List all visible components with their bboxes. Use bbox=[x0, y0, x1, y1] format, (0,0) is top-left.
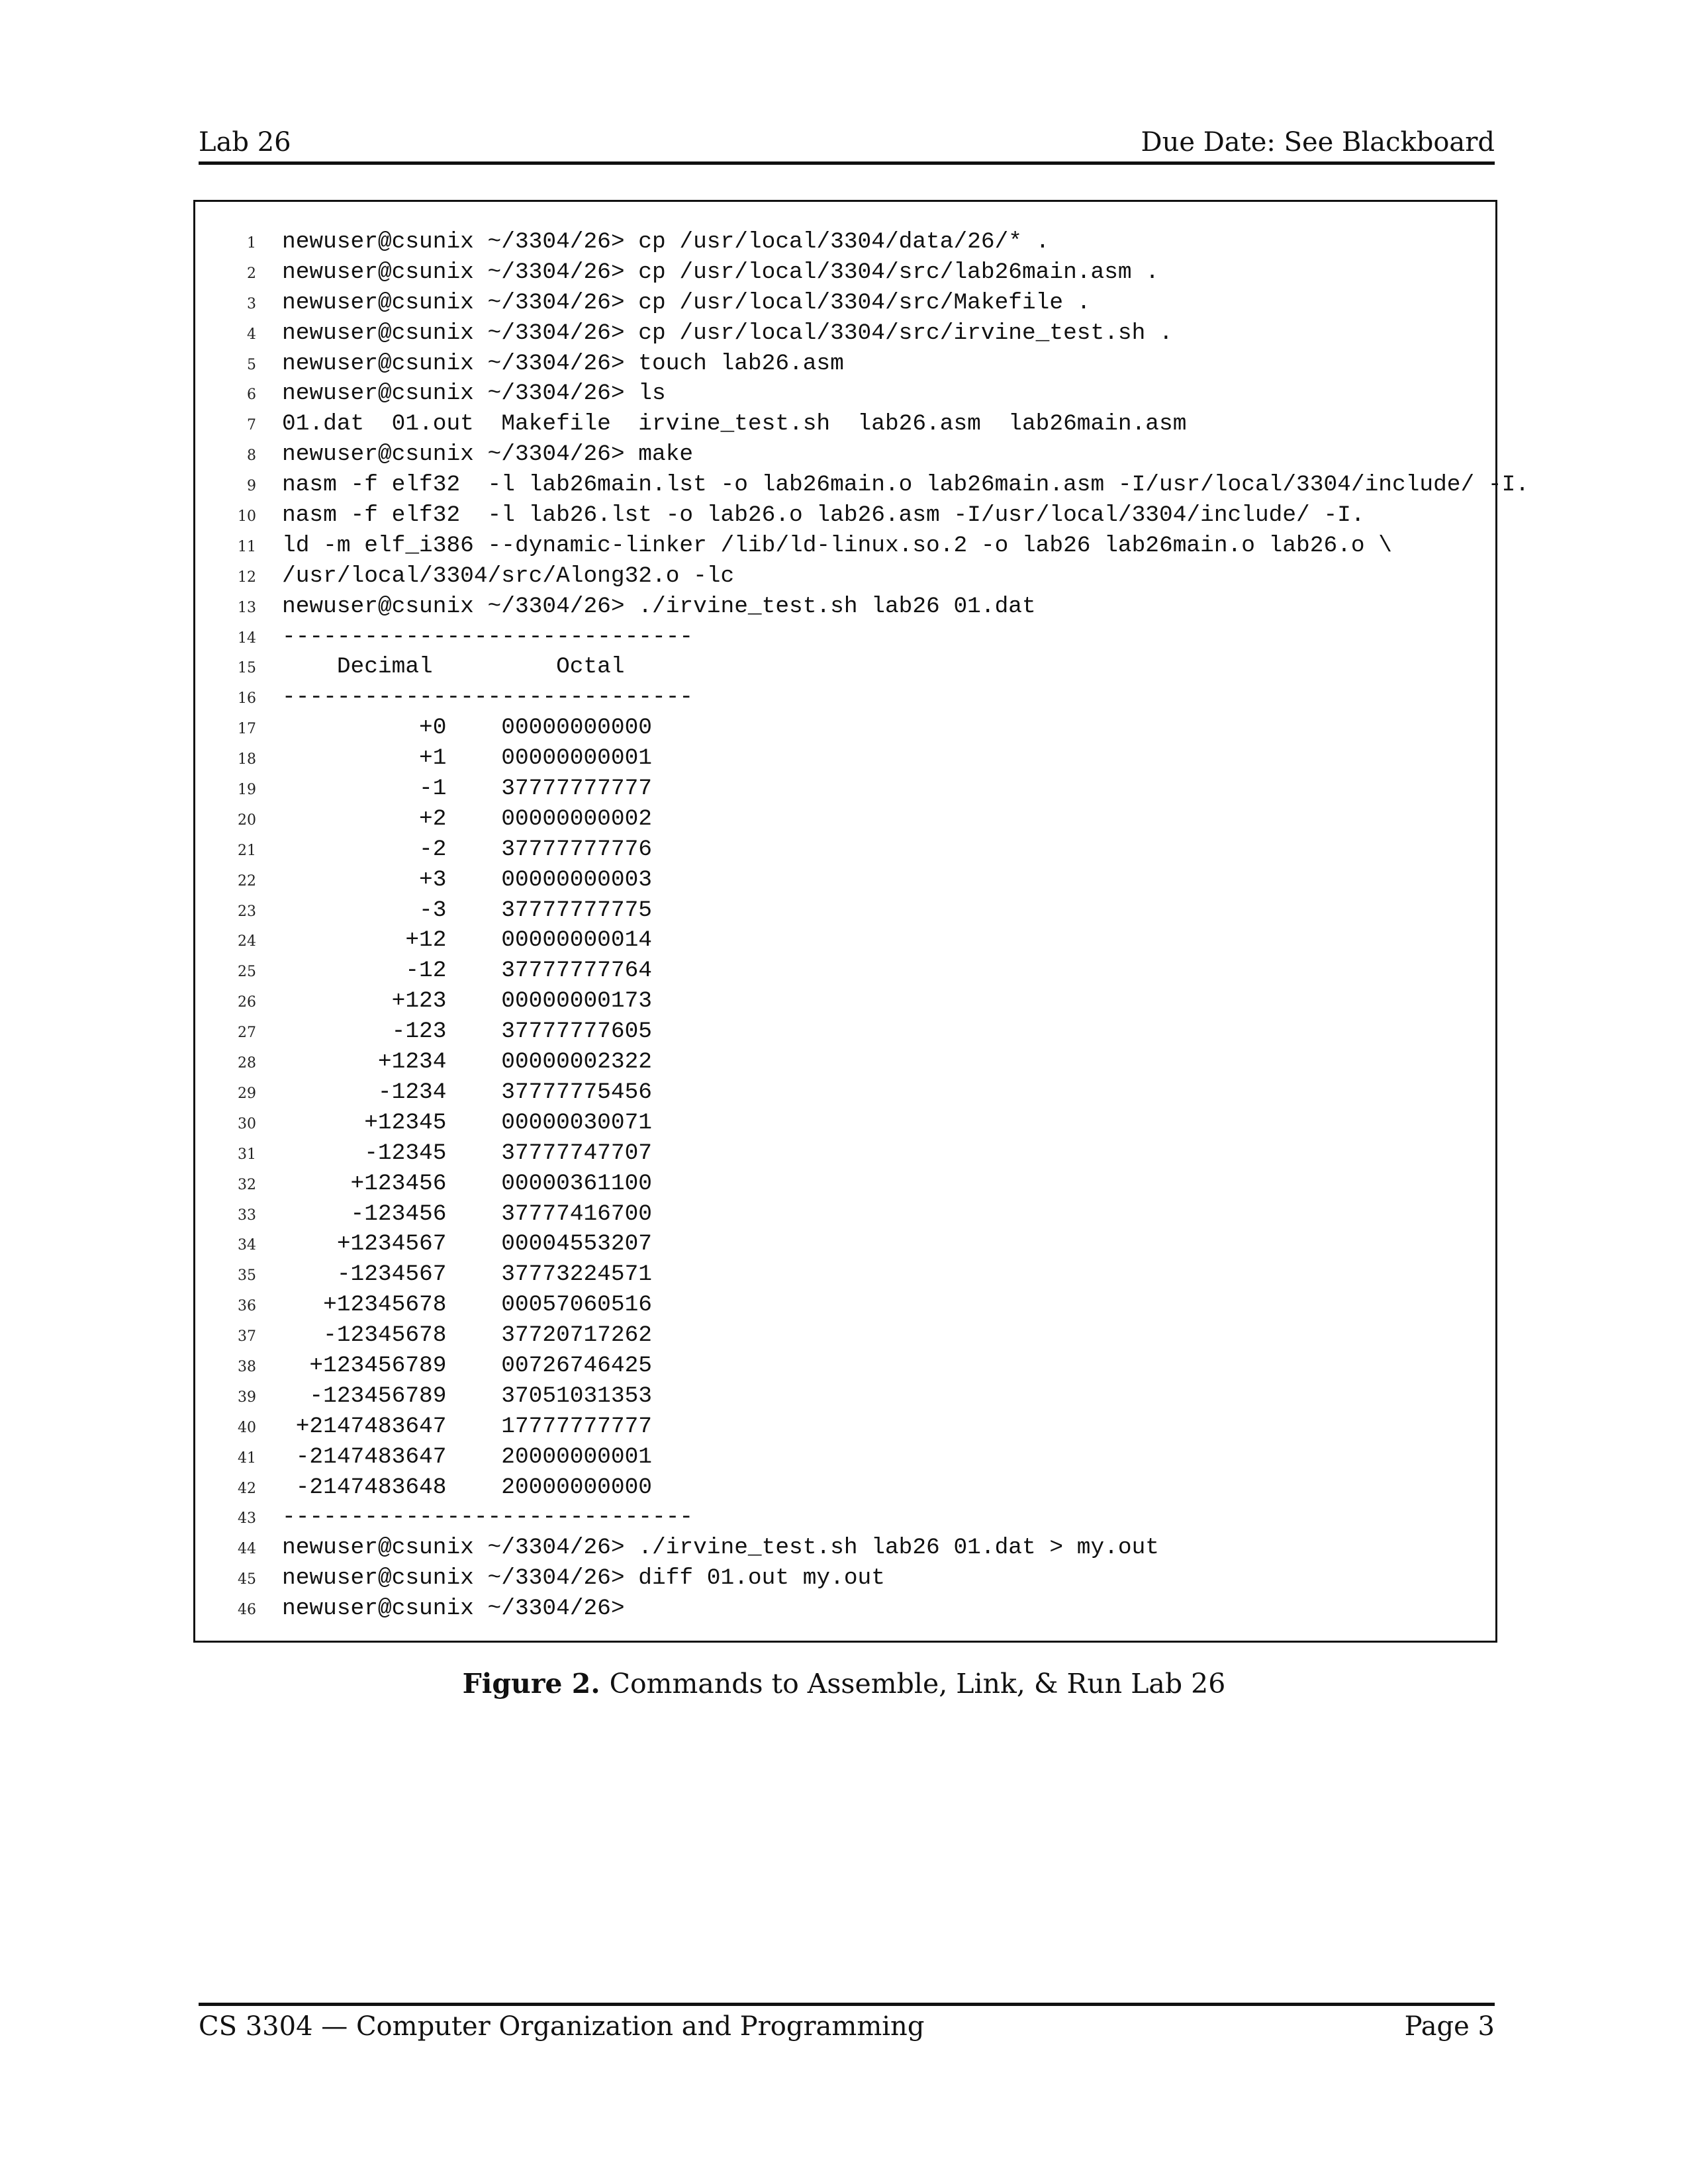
code-text: ------------------------------ bbox=[282, 684, 694, 711]
line-number: 14 bbox=[238, 629, 256, 647]
code-line bbox=[195, 682, 1495, 713]
code-text: +123456789 00726746425 bbox=[282, 1352, 652, 1379]
code-line bbox=[195, 774, 1495, 804]
code-text: nasm -f elf32 -l lab26main.lst -o lab26main.o lab26main.asm -I/usr/local/3304/include/ -I. bbox=[282, 472, 1530, 498]
code-text: +1 00000000001 bbox=[282, 745, 652, 772]
code-line bbox=[195, 1594, 1495, 1624]
line-number: 29 bbox=[238, 1085, 256, 1102]
code-text: +123456 00000361100 bbox=[282, 1170, 652, 1197]
code-line bbox=[195, 257, 1495, 288]
code-text: ld -m elf_i386 --dynamic-linker /lib/ld-linux.so.2 -o lab26 lab26main.o lab26.o \ bbox=[282, 532, 1392, 559]
code-text: 01.dat 01.out Makefile irvine_test.sh lab26.asm lab26main.asm bbox=[282, 411, 1187, 437]
line-number: 4 bbox=[247, 326, 256, 343]
line-number: 2 bbox=[247, 265, 256, 282]
code-text: +123 00000000173 bbox=[282, 988, 652, 1015]
code-listing bbox=[195, 227, 1530, 1624]
code-line bbox=[195, 865, 1495, 895]
code-line bbox=[195, 1199, 1495, 1230]
code-text: +12345678 00057060516 bbox=[282, 1292, 652, 1318]
figure-caption-text: Commands to Assemble, Link, & Run Lab 26 bbox=[609, 1668, 1226, 1700]
page-footer bbox=[199, 2003, 1495, 2042]
header-due-date: Due Date: See Blackboard bbox=[1141, 127, 1495, 158]
line-number: 20 bbox=[238, 811, 256, 829]
code-text: +2 00000000002 bbox=[282, 805, 652, 832]
code-line bbox=[195, 1259, 1495, 1290]
line-number: 8 bbox=[247, 447, 256, 465]
line-number: 35 bbox=[238, 1267, 256, 1285]
figure-caption bbox=[0, 1668, 1688, 1700]
code-line bbox=[195, 1077, 1495, 1108]
code-line bbox=[195, 1290, 1495, 1320]
code-line bbox=[195, 804, 1495, 835]
code-text: newuser@csunix ~/3304/26> ./irvine_test.sh lab26 01.dat > my.out bbox=[282, 1535, 1160, 1561]
line-number: 32 bbox=[238, 1176, 256, 1193]
code-text: +1234 00000002322 bbox=[282, 1049, 652, 1075]
code-line bbox=[195, 1047, 1495, 1077]
line-number: 13 bbox=[238, 599, 256, 616]
line-number: 42 bbox=[238, 1480, 256, 1497]
line-number: 37 bbox=[238, 1328, 256, 1345]
line-number: 46 bbox=[238, 1602, 256, 1619]
line-number: 31 bbox=[238, 1146, 256, 1163]
code-text: +12345 00000030071 bbox=[282, 1109, 652, 1136]
line-number: 11 bbox=[238, 538, 256, 555]
code-line bbox=[195, 713, 1495, 743]
code-line bbox=[195, 500, 1495, 531]
code-text: newuser@csunix ~/3304/26> diff 01.out my.out bbox=[282, 1565, 885, 1592]
code-text: newuser@csunix ~/3304/26> cp /usr/local/3304/src/Makefile . bbox=[282, 289, 1091, 316]
code-line bbox=[195, 1533, 1495, 1563]
code-text: +1234567 00004553207 bbox=[282, 1231, 652, 1257]
code-line bbox=[195, 561, 1495, 592]
code-text: -123456789 37051031353 bbox=[282, 1383, 652, 1409]
code-text: newuser@csunix ~/3304/26> cp /usr/local/3304/src/lab26main.asm . bbox=[282, 259, 1160, 285]
code-text: -2147483647 20000000001 bbox=[282, 1443, 652, 1470]
line-number: 43 bbox=[238, 1510, 256, 1527]
line-number: 21 bbox=[238, 842, 256, 859]
code-text: newuser@csunix ~/3304/26> cp /usr/local/3304/data/26/* . bbox=[282, 229, 1050, 255]
line-number: 28 bbox=[238, 1055, 256, 1072]
code-line bbox=[195, 1169, 1495, 1199]
code-line bbox=[195, 439, 1495, 470]
line-number: 39 bbox=[238, 1388, 256, 1406]
code-text: ------------------------------ bbox=[282, 623, 694, 650]
code-text: -3 37777777775 bbox=[282, 897, 652, 923]
code-line bbox=[195, 986, 1495, 1017]
code-line bbox=[195, 1563, 1495, 1594]
code-line bbox=[195, 409, 1495, 439]
code-line bbox=[195, 652, 1495, 682]
code-line bbox=[195, 1108, 1495, 1138]
code-line bbox=[195, 835, 1495, 865]
line-number: 19 bbox=[238, 782, 256, 799]
code-line bbox=[195, 743, 1495, 774]
code-text: -1 37777777777 bbox=[282, 776, 652, 802]
code-text: ------------------------------ bbox=[282, 1504, 694, 1531]
code-text: -123456 37777416700 bbox=[282, 1201, 652, 1227]
line-number: 12 bbox=[238, 569, 256, 586]
code-line bbox=[195, 1502, 1495, 1533]
code-line bbox=[195, 1138, 1495, 1169]
line-number: 16 bbox=[238, 690, 256, 707]
code-line bbox=[195, 1473, 1495, 1503]
line-number: 27 bbox=[238, 1024, 256, 1042]
code-line bbox=[195, 925, 1495, 956]
code-text: +2147483647 17777777777 bbox=[282, 1413, 652, 1439]
line-number: 36 bbox=[238, 1298, 256, 1315]
code-text: +3 00000000003 bbox=[282, 866, 652, 893]
line-number: 3 bbox=[247, 295, 256, 312]
code-line bbox=[195, 1320, 1495, 1351]
footer-course-title: CS 3304 — Computer Organization and Programming bbox=[199, 2011, 925, 2042]
line-number: 18 bbox=[238, 751, 256, 768]
code-text: -12345 37777747707 bbox=[282, 1140, 652, 1166]
line-number: 9 bbox=[247, 478, 256, 495]
line-number: 30 bbox=[238, 1115, 256, 1132]
line-number: 17 bbox=[238, 721, 256, 738]
code-line bbox=[195, 227, 1495, 257]
code-text: newuser@csunix ~/3304/26> bbox=[282, 1596, 625, 1622]
code-text: -12345678 37720717262 bbox=[282, 1322, 652, 1349]
header-lab-title: Lab 26 bbox=[199, 127, 291, 158]
line-number: 7 bbox=[247, 417, 256, 434]
code-listing-frame bbox=[193, 200, 1530, 1643]
code-text: /usr/local/3304/src/Along32.o -lc bbox=[282, 563, 735, 589]
code-line bbox=[195, 349, 1495, 379]
code-line bbox=[195, 531, 1495, 561]
code-line bbox=[195, 288, 1495, 318]
code-text: -2147483648 20000000000 bbox=[282, 1474, 652, 1500]
code-text: newuser@csunix ~/3304/26> cp /usr/local/3304/src/irvine_test.sh . bbox=[282, 320, 1173, 346]
line-number: 23 bbox=[238, 903, 256, 920]
page-header bbox=[199, 127, 1495, 165]
figure-label: Figure 2. bbox=[462, 1668, 600, 1700]
line-number: 34 bbox=[238, 1237, 256, 1254]
line-number: 22 bbox=[238, 872, 256, 889]
line-number: 25 bbox=[238, 964, 256, 981]
code-text: nasm -f elf32 -l lab26.lst -o lab26.o lab26.asm -I/usr/local/3304/include/ -I. bbox=[282, 502, 1365, 529]
line-number: 1 bbox=[247, 235, 256, 251]
code-line bbox=[195, 956, 1495, 986]
line-number: 33 bbox=[238, 1206, 256, 1224]
line-number: 38 bbox=[238, 1358, 256, 1375]
code-line bbox=[195, 1017, 1495, 1047]
code-line bbox=[195, 318, 1495, 349]
code-line bbox=[195, 622, 1495, 653]
line-number: 15 bbox=[238, 660, 256, 677]
line-number: 5 bbox=[247, 356, 256, 373]
code-line bbox=[195, 470, 1530, 500]
code-line bbox=[195, 379, 1495, 409]
line-number: 26 bbox=[238, 994, 256, 1011]
code-line bbox=[195, 1442, 1495, 1473]
code-text: -1234567 37773224571 bbox=[282, 1261, 652, 1288]
code-text: +0 00000000000 bbox=[282, 715, 652, 741]
line-number: 24 bbox=[238, 933, 256, 950]
code-line bbox=[195, 895, 1495, 926]
code-line bbox=[195, 1381, 1495, 1412]
code-line bbox=[195, 1412, 1495, 1442]
footer-page-number: Page 3 bbox=[1404, 2011, 1495, 2042]
code-text: newuser@csunix ~/3304/26> make bbox=[282, 441, 694, 468]
code-text: newuser@csunix ~/3304/26> ls bbox=[282, 381, 666, 407]
code-text: newuser@csunix ~/3304/26> ./irvine_test.sh lab26 01.dat bbox=[282, 593, 1036, 619]
code-text: +12 00000000014 bbox=[282, 927, 652, 954]
line-number: 10 bbox=[238, 508, 256, 525]
line-number: 40 bbox=[238, 1419, 256, 1436]
line-number: 45 bbox=[238, 1571, 256, 1588]
line-number: 44 bbox=[238, 1541, 256, 1558]
code-text: -1234 37777775456 bbox=[282, 1079, 652, 1105]
code-line bbox=[195, 592, 1495, 622]
code-text: -12 37777777764 bbox=[282, 958, 652, 984]
code-text: -123 37777777605 bbox=[282, 1019, 652, 1045]
line-number: 41 bbox=[238, 1449, 256, 1467]
code-line bbox=[195, 1229, 1495, 1259]
code-text: Decimal Octal bbox=[282, 654, 625, 680]
code-text: -2 37777777776 bbox=[282, 836, 652, 862]
code-line bbox=[195, 1351, 1495, 1381]
line-number: 6 bbox=[247, 387, 256, 404]
code-text: newuser@csunix ~/3304/26> touch lab26.asm bbox=[282, 350, 844, 377]
